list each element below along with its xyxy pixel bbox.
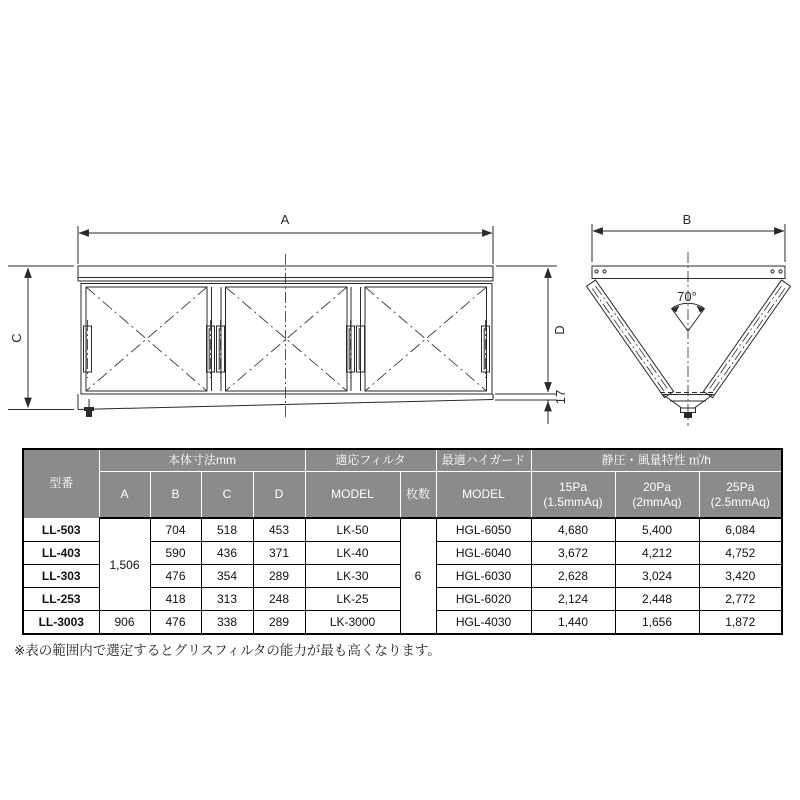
dim-a-merged-cell: 1,506 <box>99 518 150 611</box>
pa15-cell: 3,672 <box>531 542 615 565</box>
pa20-cell: 5,400 <box>615 518 699 542</box>
pa20-cell: 3,024 <box>615 565 699 588</box>
filter-cell: LK-50 <box>305 518 400 542</box>
dim-c-cell: 436 <box>201 542 253 565</box>
filter-panel-2 <box>226 287 348 391</box>
dim-b-cell: 590 <box>150 542 201 565</box>
pa25-cell: 3,420 <box>699 565 782 588</box>
dim-b-cell: 476 <box>150 565 201 588</box>
highguard-cell: HGL-6020 <box>436 588 531 611</box>
filter-cell: LK-25 <box>305 588 400 611</box>
header-model-no: 型番 <box>23 449 99 518</box>
highguard-cell: HGL-4030 <box>436 611 531 635</box>
dim-d-cell: 289 <box>253 611 305 635</box>
header-25pa: 25Pa (2.5mmAq) <box>699 472 782 519</box>
header-body-dims-group: 本体寸法mm <box>99 449 305 472</box>
pa20-cell: 2,448 <box>615 588 699 611</box>
panel-handles <box>84 320 490 378</box>
v-panel-left <box>586 280 673 398</box>
header-filter-group: 適応フィルタ <box>305 449 436 472</box>
header-col-d: D <box>253 472 305 519</box>
highguard-cell: HGL-6030 <box>436 565 531 588</box>
header-filter-sheets: 枚数 <box>400 472 436 519</box>
technical-drawings <box>0 196 800 446</box>
dim-b-cell: 704 <box>150 518 201 542</box>
dim-c-cell: 313 <box>201 588 253 611</box>
spec-table <box>22 448 783 635</box>
dim-label-17: 17 <box>553 389 568 405</box>
model-cell: LL-303 <box>23 565 99 588</box>
header-filter-model: MODEL <box>305 472 400 519</box>
filter-cell: LK-30 <box>305 565 400 588</box>
sheets-merged-cell: 6 <box>400 518 436 634</box>
pa15-cell: 1,440 <box>531 611 615 635</box>
pa25-cell: 6,084 <box>699 518 782 542</box>
dim-label-d: D <box>552 325 567 335</box>
pa15-cell: 2,124 <box>531 588 615 611</box>
front-view-drawing <box>8 212 568 424</box>
model-cell: LL-403 <box>23 542 99 565</box>
filter-panel-3 <box>365 287 487 391</box>
pa15-cell: 4,680 <box>531 518 615 542</box>
pa15-cell: 2,628 <box>531 565 615 588</box>
header-col-c: C <box>201 472 253 519</box>
highguard-cell: HGL-6050 <box>436 518 531 542</box>
dim-c-cell: 338 <box>201 611 253 635</box>
dim-d-cell: 289 <box>253 565 305 588</box>
dim-c-cell: 354 <box>201 565 253 588</box>
header-col-b: B <box>150 472 201 519</box>
selection-footnote: ※表の範囲内で選定するとグリスフィルタの能力が最も高くなります。 <box>14 643 441 658</box>
dim-label-b: B <box>682 212 692 227</box>
header-col-a: A <box>99 472 150 519</box>
header-highguard-group: 最適ハイガード <box>436 449 531 472</box>
header-15pa: 15Pa (1.5mmAq) <box>531 472 615 519</box>
dim-a-cell: 906 <box>99 611 150 635</box>
model-cell: LL-253 <box>23 588 99 611</box>
mounting-bar <box>592 266 785 279</box>
filter-panel-1 <box>86 287 207 391</box>
highguard-cell: HGL-6040 <box>436 542 531 565</box>
dim-label-c: C <box>9 333 24 343</box>
hood-body-frame <box>81 284 492 395</box>
dim-d-cell: 453 <box>253 518 305 542</box>
drain-fitting-front <box>84 399 94 417</box>
header-airflow-group: 静圧・風量特性 ㎥/h <box>531 449 782 472</box>
table-row <box>23 518 782 542</box>
pa20-cell: 1,656 <box>615 611 699 635</box>
header-20pa: 20Pa (2mmAq) <box>615 472 699 519</box>
dim-c-cell: 518 <box>201 518 253 542</box>
header-highguard-model: MODEL <box>436 472 531 519</box>
side-view-drawing <box>586 212 790 426</box>
pa25-cell: 4,752 <box>699 542 782 565</box>
dim-b-cell: 476 <box>150 611 201 635</box>
filter-cell: LK-40 <box>305 542 400 565</box>
model-cell: LL-3003 <box>23 611 99 635</box>
dim-label-a: A <box>280 212 290 227</box>
v-panel-right <box>703 280 790 398</box>
filter-cell: LK-3000 <box>305 611 400 635</box>
angle-label: 70° <box>677 289 697 304</box>
pa25-cell: 1,872 <box>699 611 782 635</box>
dim-d-cell: 371 <box>253 542 305 565</box>
pa20-cell: 4,212 <box>615 542 699 565</box>
dim-d-cell: 248 <box>253 588 305 611</box>
dim-b-cell: 418 <box>150 588 201 611</box>
pa25-cell: 2,772 <box>699 588 782 611</box>
model-cell: LL-503 <box>23 518 99 542</box>
